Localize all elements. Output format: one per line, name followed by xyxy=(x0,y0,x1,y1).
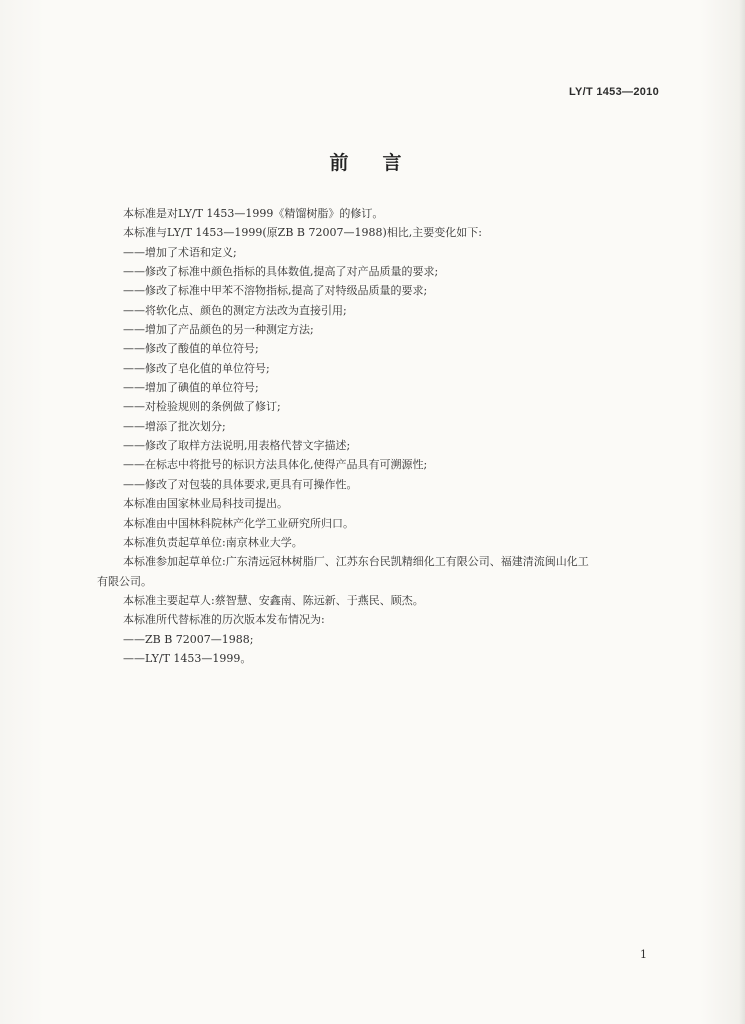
paragraph-line: 本标准由中国林科院林产化学工业研究所归口。 xyxy=(123,516,354,530)
change-item: ——增加了术语和定义; xyxy=(123,245,237,259)
change-item: ——修改了对包装的具体要求,更具有可操作性。 xyxy=(123,477,358,491)
change-item: ——在标志中将批号的标识方法具体化,使得产品具有可溯源性; xyxy=(123,458,428,472)
page-edge-shadow xyxy=(739,0,745,1024)
paragraph-line: 本标准参加起草单位:广东清远冠林树脂厂、江苏东台民凯精细化工有限公司、福建清流闽山化工 xyxy=(123,555,589,569)
standard-code: LY/T 1453—2010 xyxy=(568,86,659,98)
change-item: ——修改了酸值的单位符号; xyxy=(123,342,259,356)
change-item: ——增加了产品颜色的另一种测定方法; xyxy=(123,323,314,337)
paragraph-line: 本标准与LY/T 1453—1999(原ZB B 72007—1988)相比,主要变化如下: xyxy=(123,226,482,240)
change-item: ——修改了取样方法说明,用表格代替文字描述; xyxy=(123,439,351,453)
change-item: ——增加了碘值的单位符号; xyxy=(123,381,259,395)
page-title: 前言 xyxy=(329,152,436,174)
change-item: ——对检验规则的条例做了修订; xyxy=(123,400,281,414)
change-item: ——增添了批次划分; xyxy=(123,419,226,433)
change-item: ——修改了标准中甲苯不溶物指标,提高了对特级品质量的要求; xyxy=(123,284,428,298)
paragraph-line: 本标准负责起草单位:南京林业大学。 xyxy=(123,535,303,549)
preface-body xyxy=(97,204,663,668)
paragraph-line: 本标准由国家林业局科技司提出。 xyxy=(123,497,288,511)
change-item: ——修改了标准中颜色指标的具体数值,提高了对产品质量的要求; xyxy=(123,265,439,279)
history-item: ——ZB B 72007—1988; xyxy=(123,632,254,646)
history-item: ——LY/T 1453—1999。 xyxy=(123,651,252,665)
paragraph-line: 本标准主要起草人:蔡智慧、安鑫南、陈远新、于燕民、顾杰。 xyxy=(123,593,424,607)
page-number: 1 xyxy=(640,948,647,961)
paragraph-line: 本标准是对LY/T 1453—1999《精馏树脂》的修订。 xyxy=(123,207,384,220)
change-item: ——将软化点、颜色的测定方法改为直接引用; xyxy=(123,303,347,317)
paragraph-line: 本标准所代替标准的历次版本发布情况为: xyxy=(123,613,325,627)
change-item: ——修改了皂化值的单位符号; xyxy=(123,361,270,375)
paragraph-continuation: 有限公司。 xyxy=(97,574,152,588)
